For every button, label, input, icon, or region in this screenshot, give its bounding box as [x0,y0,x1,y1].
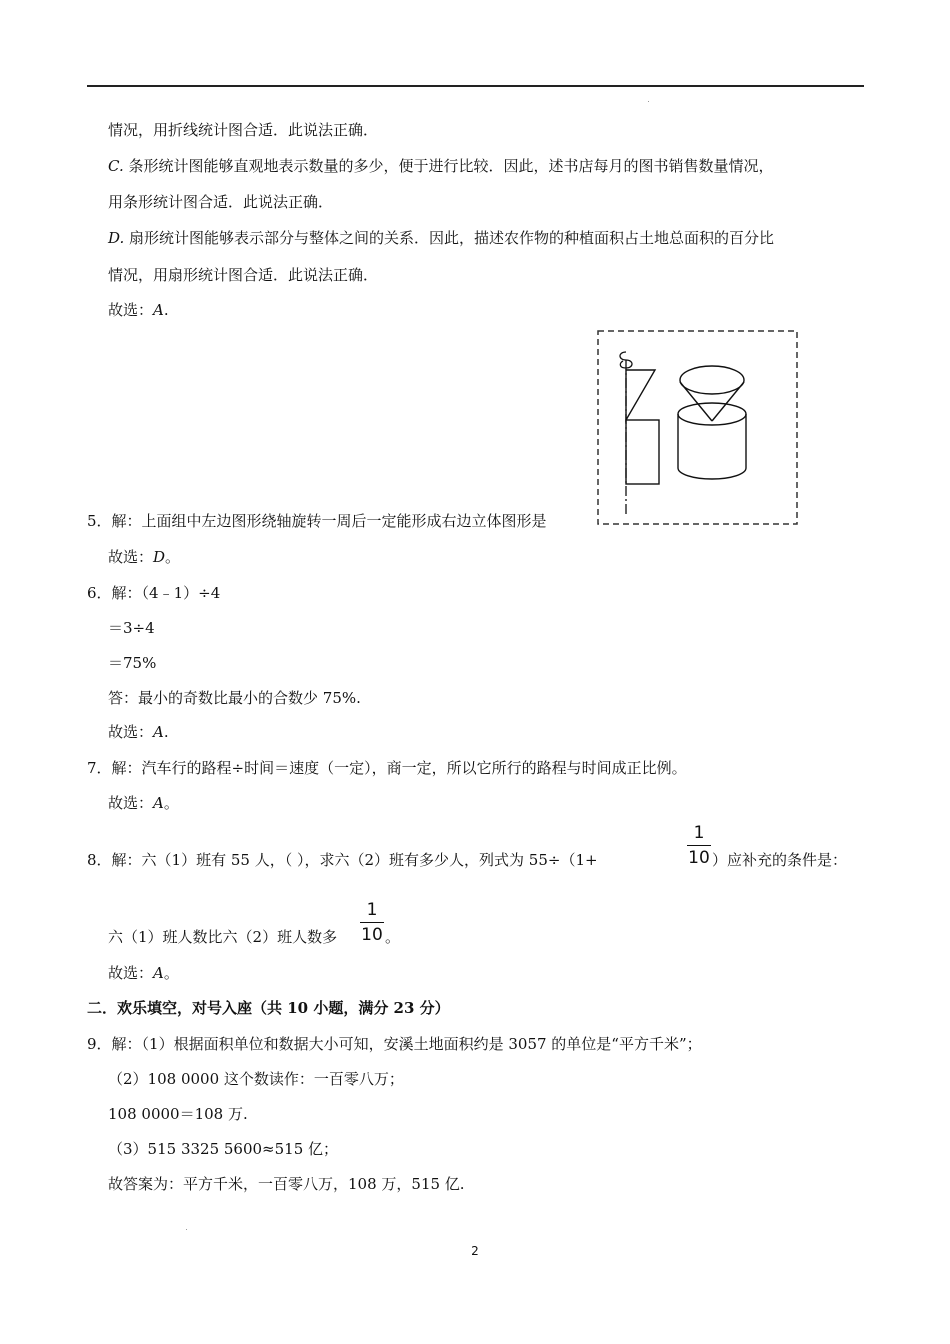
answer-line: 故选：A. [108,301,169,319]
question-9: 9．解：（1）根据面积单位和数据大小可知，安溪土地面积约是 3057 的单位是“平方千米”； [87,1035,702,1053]
text-line: 情况，用扇形统计图合适．此说法正确． [108,266,379,284]
rotation-figure [597,330,799,526]
speck [186,1229,187,1230]
question-5: 5．解：上面组中左边图形绕轴旋转一周后一定能形成右边立体图形是 [87,512,547,530]
header-rule [87,85,864,87]
text-line: 故答案为：平方千米，一百零八万，108 万，515 亿. [108,1175,465,1193]
fraction-one-tenth: 1 10 [688,823,710,868]
page-number: 2 [471,1244,479,1258]
answer-line: 故选：A。 [108,964,179,982]
text-line: 108 0000＝108 万. [108,1105,248,1123]
question-8: 8．解：六（1）班有 55 人，（ ），求六（2）班有多少人，列式为 55÷（1+ [87,851,598,869]
text-line: 情况，用折线统计图合适．此说法正确． [108,121,379,139]
text-line: ＝75% [108,654,157,672]
text-line: （3）515 3325 5600≈515 亿； [108,1140,339,1158]
text-line: （2）108 0000 这个数读作：一百零八万； [108,1070,404,1088]
answer-line: 故选：A。 [108,794,179,812]
section-heading: 二．欢乐填空，对号入座（共 10 小题，满分 23 分） [87,999,450,1017]
text-line: C. 条形统计图能够直观地表示数量的多少，便于进行比较．因此，述书店每月的图书销售数量情况， [108,157,774,175]
text-line: 答：最小的奇数比最小的合数少 75%. [108,689,361,707]
speck [648,101,649,102]
text-line: D. 扇形统计图能够表示部分与整体之间的关系．因此，描述农作物的种植面积占土地总面积的百分比 [108,229,775,247]
answer-line: 故选：D。 [108,548,181,566]
text-line: 用条形统计图合适．此说法正确． [108,193,334,211]
text-line: 六（1）班人数比六（2）班人数多 [108,928,338,946]
text-line: ＝3÷4 [108,619,155,637]
text-line: 。 [385,928,401,946]
question-6: 6．解：（4﹣1）÷4 [87,584,221,602]
right-solid-shape [678,366,746,479]
text-line: ）应补充的条件是： [712,851,848,869]
answer-line: 故选：A. [108,723,169,741]
left-plane-shape [626,370,659,484]
fraction-one-tenth: 1 10 [361,900,383,945]
question-7: 7．解：汽车行的路程÷时间＝速度（一定），商一定，所以它所行的路程与时间成正比例。 [87,759,687,777]
